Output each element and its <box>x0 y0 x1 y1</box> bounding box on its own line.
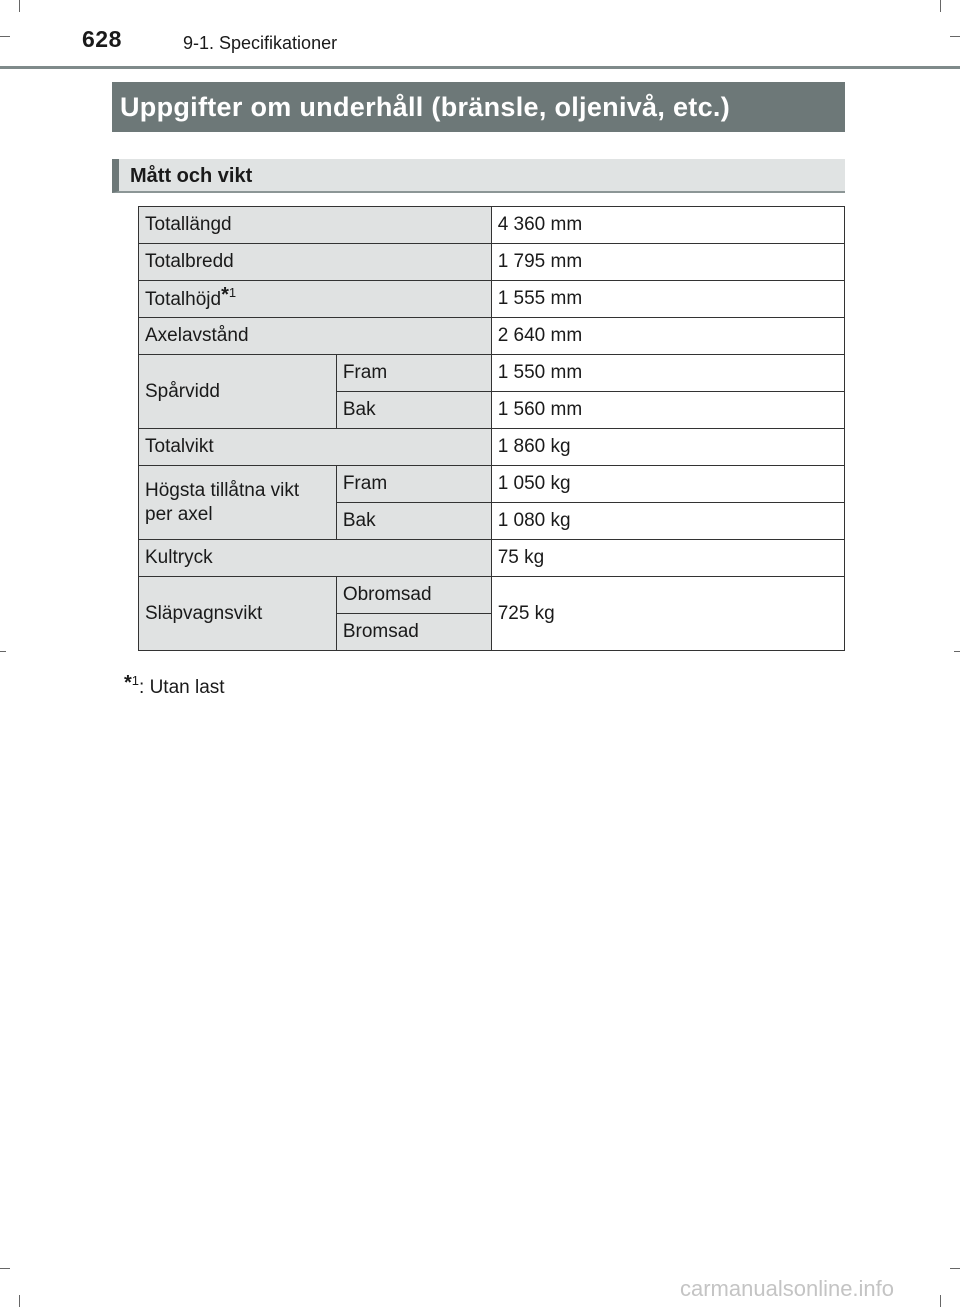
row-label: Axelavstånd <box>139 318 492 355</box>
table-row <box>139 207 845 244</box>
row-label-multiline <box>139 466 337 540</box>
row-label: Spårvidd <box>139 355 337 429</box>
crop-mark <box>950 36 960 37</box>
table-row <box>139 540 845 577</box>
row-value: 1 555 mm <box>491 281 844 318</box>
footnote-asterisk: * <box>221 283 229 306</box>
table-row <box>139 466 845 503</box>
row-value: 1 050 kg <box>491 466 844 503</box>
row-value: 1 080 kg <box>491 503 844 540</box>
crop-mark <box>0 651 6 652</box>
row-value: 1 550 mm <box>491 355 844 392</box>
sub-label: Fram <box>336 466 491 503</box>
footnote-ref: 1 <box>228 284 237 300</box>
main-title: Uppgifter om underhåll (bränsle, oljenivå, etc.) <box>112 82 845 132</box>
crop-mark <box>950 1268 960 1269</box>
row-label: Totalhöjd <box>145 288 222 310</box>
crop-mark <box>0 36 10 37</box>
dimensions-weights-table <box>138 206 845 651</box>
sub-label: Obromsad <box>336 577 491 614</box>
watermark: carmanualsonline.info <box>680 1276 895 1301</box>
page-number: 628 <box>82 26 122 52</box>
row-value: 1 795 mm <box>491 244 844 281</box>
footnote-asterisk: * <box>124 672 132 694</box>
row-label-line: Högsta tillåtna vikt <box>145 479 300 501</box>
row-label: Totalvikt <box>139 429 492 466</box>
row-value: 75 kg <box>491 540 844 577</box>
crop-mark <box>940 0 941 12</box>
section-subtitle: Mått och vikt <box>112 159 845 193</box>
row-value: 1 560 mm <box>491 392 844 429</box>
row-label-line: per axel <box>145 503 213 525</box>
footnote-text: : Utan last <box>139 677 225 698</box>
sub-label: Bak <box>336 503 491 540</box>
crop-mark <box>19 0 20 12</box>
row-label-with-footnote <box>139 281 492 318</box>
crop-mark <box>954 651 960 652</box>
table-row <box>139 429 845 466</box>
crop-mark <box>19 1295 20 1307</box>
row-value: 725 kg <box>491 577 844 651</box>
row-value: 1 860 kg <box>491 429 844 466</box>
sub-label: Bak <box>336 392 491 429</box>
page-header <box>0 0 960 69</box>
table-row <box>139 318 845 355</box>
table-row <box>139 244 845 281</box>
row-value: 2 640 mm <box>491 318 844 355</box>
footnote-number: 1 <box>131 673 140 688</box>
row-value: 4 360 mm <box>491 207 844 244</box>
footnote <box>124 672 225 699</box>
sub-label: Fram <box>336 355 491 392</box>
sub-label: Bromsad <box>336 614 491 651</box>
table-row <box>139 281 845 318</box>
table-row <box>139 577 845 614</box>
row-label: Totalbredd <box>139 244 492 281</box>
crop-mark <box>0 1268 10 1269</box>
table-row <box>139 355 845 392</box>
row-label: Totallängd <box>139 207 492 244</box>
row-label: Kultryck <box>139 540 492 577</box>
crop-mark <box>940 1295 941 1307</box>
row-label: Släpvagnsvikt <box>139 577 337 651</box>
section-label: 9-1. Specifikationer <box>183 33 338 53</box>
